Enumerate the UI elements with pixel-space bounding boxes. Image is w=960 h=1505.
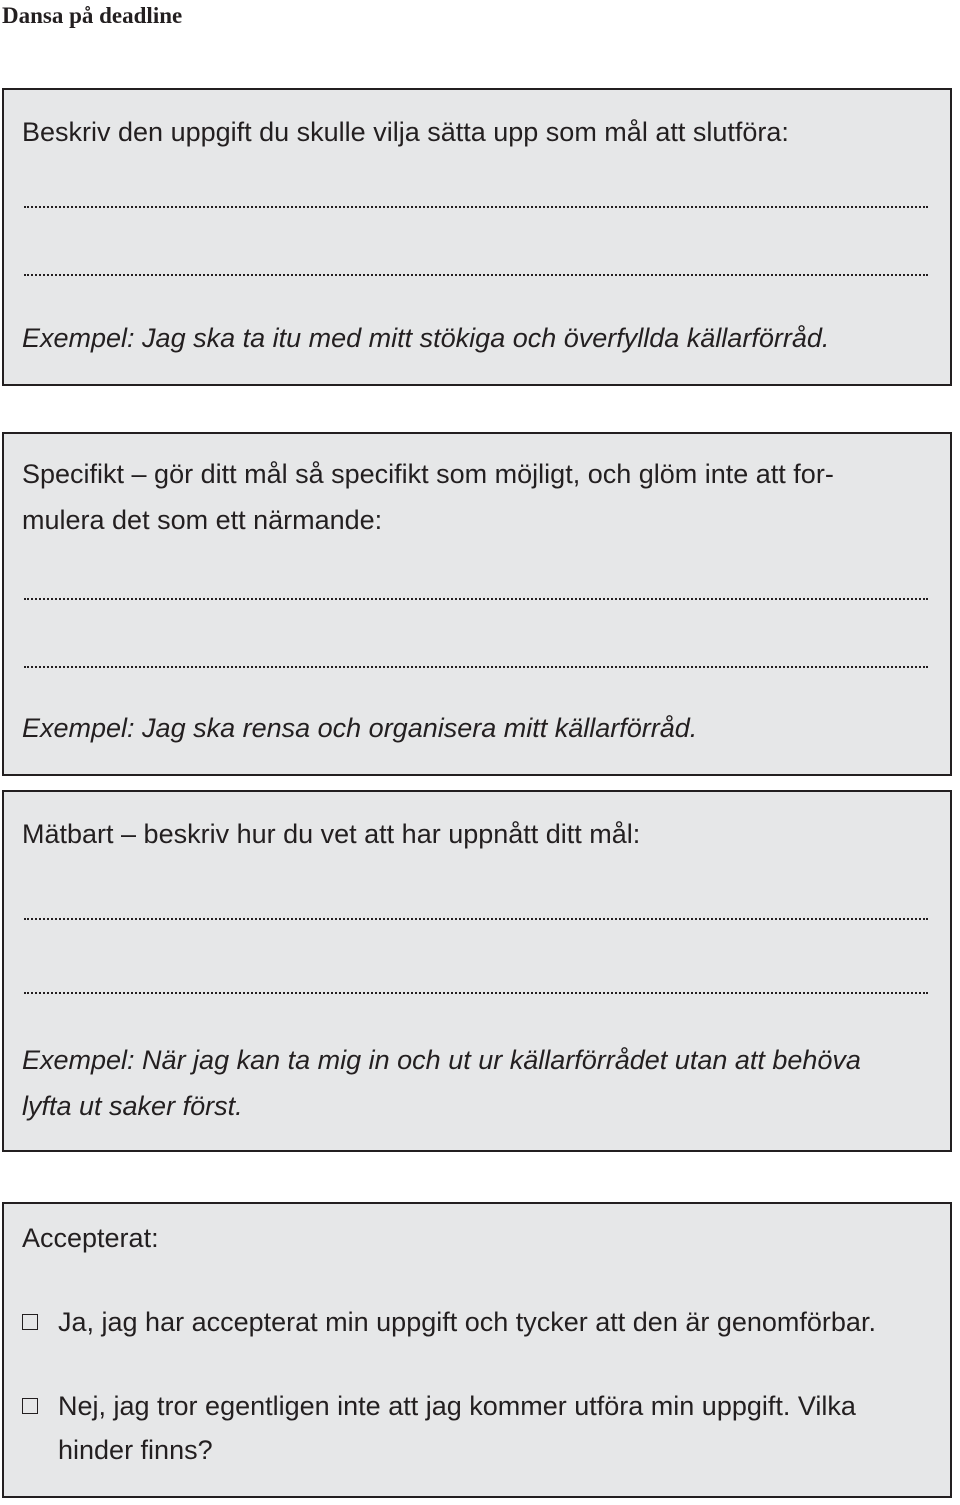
accepted-option-no[interactable] xyxy=(22,1384,936,1472)
measurable-example: Exempel: När jag kan ta mig in och ut ur källarförrådet utan att behöva lyfta ut saker först. xyxy=(22,1045,861,1121)
accepted-yes-checkbox[interactable] xyxy=(22,1314,38,1330)
task-example: Exempel: Jag ska ta itu med mitt stökiga och överfyllda källarförråd. xyxy=(22,323,830,353)
accepted-box xyxy=(2,1202,952,1498)
specific-example: Exempel: Jag ska rensa och organisera mitt källarförråd. xyxy=(22,713,698,743)
measurable-box xyxy=(2,790,952,1152)
measurable-prompt: Mätbart – beskriv hur du vet att har uppnått ditt mål: xyxy=(22,819,641,849)
specific-box xyxy=(2,432,952,776)
measurable-answer-line-2[interactable] xyxy=(24,992,928,994)
task-prompt: Beskriv den uppgift du skulle vilja sätta upp som mål att slutföra: xyxy=(22,117,789,147)
specific-prompt: Specifikt – gör ditt mål så specifikt som möjligt, och glöm inte att for- mulera det som ett närmande: xyxy=(22,459,834,535)
page-header-title: Dansa på deadline xyxy=(2,3,183,28)
accepted-no-label: Nej, jag tror egentligen inte att jag kommer utföra min uppgift. Vilka hinder finns? xyxy=(58,1391,856,1465)
task-answer-line-2[interactable] xyxy=(24,274,928,276)
accepted-no-checkbox[interactable] xyxy=(22,1398,38,1414)
accepted-prompt: Accepterat: xyxy=(22,1223,159,1253)
measurable-answer-line-1[interactable] xyxy=(24,918,928,920)
accepted-yes-label: Ja, jag har accepterat min uppgift och tycker att den är genomförbar. xyxy=(58,1307,876,1337)
accepted-option-yes[interactable] xyxy=(22,1300,936,1344)
specific-answer-line-1[interactable] xyxy=(24,598,928,600)
specific-answer-line-2[interactable] xyxy=(24,666,928,668)
task-answer-line-1[interactable] xyxy=(24,206,928,208)
task-box xyxy=(2,88,952,386)
